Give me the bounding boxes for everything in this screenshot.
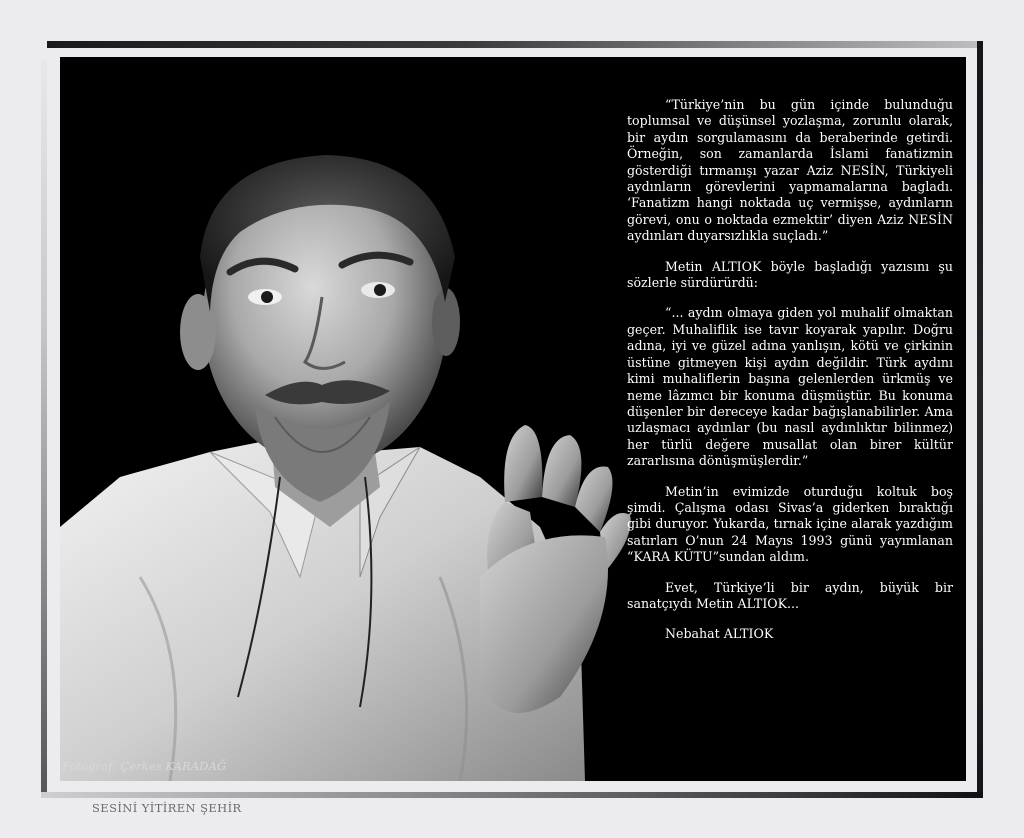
paragraph: Evet, Türkiye’li bir aydın, büyük bir sanatçıydı Metin ALTIOK... <box>627 579 953 611</box>
photo-credit: Fotoğraf: Çerkes KARADAĞ <box>62 759 227 773</box>
right-frame-rule <box>977 41 983 797</box>
footer-title: SESİNİ YİTİREN ŞEHİR <box>92 801 242 815</box>
paragraph: “Türkiye’nin bu gün içinde bulunduğu toplumsal ve düşünsel yozlaşma, zorunlu olarak, bir aydın sorgulamasını da beraberinde getirdi. Örneğin, son zamanlarda İslami fanatizmin gösterdiği tırmanışı yazar Aziz NESİN, Türkiyeli aydınların görevlerini yapmamalarına bagladı. ‘Fanatizm hangi noktada uç vermişse, aydınların görevi, onu o noktada ezmektir’ diyen Aziz NESİN aydınları duyarsızlıkla suçladı.” <box>627 97 953 244</box>
top-frame-rule <box>47 41 977 48</box>
bottom-frame-rule <box>41 792 983 798</box>
paragraph: “... aydın olmaya giden yol muhalif olmaktan geçer. Muhaliflik ise tavır koyarak yapılır. Doğru adına, iyi ve güzel adına yanlışın, kötü ve çirkinin üstüne gitmeyen kişi aydın değildir. Türk aydını kimi muhaliflerin başına gelenlerden ürkmüş ve neme lâzımcı bir konuma düşmüştür. Bu konuma düşenler bir dereceye kadar bağışlanabilirler. Ama uzlaşmacı aydınlar (bu nasıl aydınlıktır bilinmez) her türlü değere musallat olan birer kültür zararlısına dönüşmüşlerdir.” <box>627 305 953 469</box>
paragraph: Metin ALTIOK böyle başladığı yazısını şu sözlerle sürdürürdü: <box>627 258 953 291</box>
left-frame-rule <box>41 60 47 797</box>
paragraph: Metin’in evimizde oturduğu koltuk boş şimdi. Çalışma odası Sivas’a giderken bıraktığı gibi duruyor. Yukarda, tırnak içine alarak yazdığım satırları O’nun 24 Mayıs 1993 günü yayımlanan “KARA KÜTU”sundan aldım. <box>627 483 953 565</box>
article-text <box>627 97 953 657</box>
portrait-photo <box>60 57 660 781</box>
black-panel <box>60 57 966 781</box>
signature: Nebahat ALTIOK <box>665 626 774 642</box>
